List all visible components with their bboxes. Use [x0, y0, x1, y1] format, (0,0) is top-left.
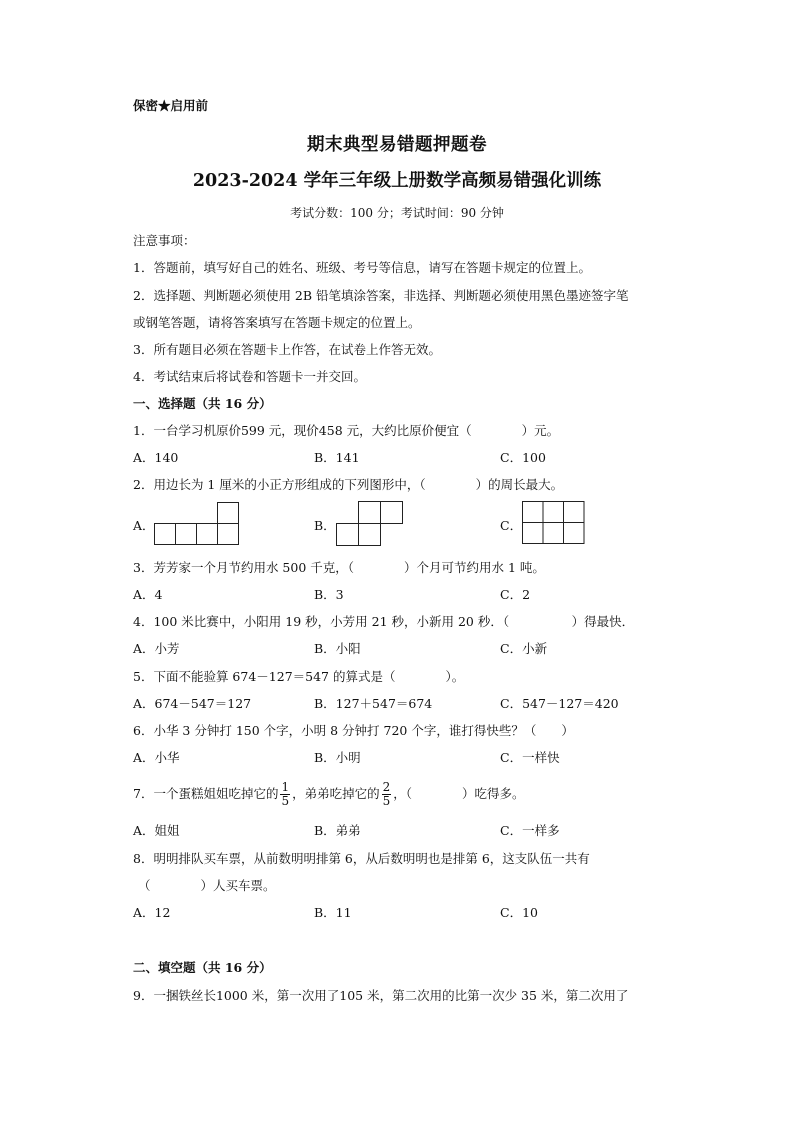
exam-title: 期末典型易错题押题卷 [307, 135, 487, 155]
q7-option-a: A．姐姐 [133, 823, 180, 838]
q5-option-b: B．127＋547＝674 [314, 696, 433, 711]
q2-figure-b [336, 501, 404, 548]
exam-info: 考试分数：100 分；考试时间：90 分钟 [290, 206, 504, 220]
note-1: 1．答题前，填写好自己的姓名、班级、考号等信息，请写在答题卡规定的位置上。 [133, 260, 591, 275]
q2-text: 2．用边长为 1 厘米的小正方形组成的下列图形中，（ ）的周长最大。 [133, 477, 564, 492]
q3-option-a: A．4 [133, 587, 163, 602]
q5-option-a: A．674－547＝127 [133, 696, 252, 711]
exam-subtitle: 2023-2024 学年三年级上册数学高频易错强化训练 [192, 171, 602, 191]
confidential-label: 保密★启用前 [133, 98, 209, 113]
q4-text: 4．100 米比赛中，小阳用 19 秒，小芳用 21 秒，小新用 20 秒．（ ）得最快． [133, 614, 635, 629]
q5-text: 5．下面不能验算 674－127＝547 的算式是（ ）。 [133, 669, 465, 684]
q7-option-b: B．弟弟 [314, 823, 361, 838]
q6-option-a: A．小华 [133, 750, 180, 765]
q8-option-c: C．10 [500, 905, 538, 920]
q7-fraction-1 [280, 781, 290, 808]
q4-option-c: C．小新 [500, 641, 548, 656]
q7-part1: 7．一个蛋糕姐姐吃掉它的 [133, 786, 279, 801]
q3-text: 3．芳芳家一个月节约用水 500 千克，（ ）个月可节约用水 1 吨。 [133, 560, 545, 575]
note-4: 4．考试结束后将试卷和答题卡一并交回。 [133, 369, 366, 384]
q2-figure-a [154, 502, 242, 548]
q6-option-c: C．一样快 [500, 750, 560, 765]
q7-part3: ，（ ）吃得多。 [393, 786, 525, 801]
q6-text: 6．小华 3 分钟打 150 个字，小明 8 分钟打 720 个字，谁打得快些？（ ） [133, 723, 574, 738]
q7-fraction-2-denominator: 5 [382, 794, 391, 808]
q8-option-b: B．11 [314, 905, 352, 920]
note-3: 3．所有题目必须在答题卡上作答，在试卷上作答无效。 [133, 342, 441, 357]
section2-heading: 二、填空题（共 16 分） [133, 960, 272, 975]
q7-fraction-1-numerator: 1 [281, 780, 290, 794]
q9-text: 9．一捆铁丝长1000 米，第一次用了105 米，第二次用的比第一次少 35 米，第二次用了 [133, 988, 629, 1003]
q4-option-a: A．小芳 [133, 641, 180, 656]
note-2b: 或钢笔答题，请将答案填写在答题卡规定的位置上。 [133, 315, 421, 330]
q2-option-a: A． [133, 518, 155, 533]
q8-text-line1: 8．明明排队买车票，从前数明明排第 6，从后数明明也是排第 6，这支队伍一共有 [133, 851, 590, 866]
q6-option-b: B．小明 [314, 750, 361, 765]
q7-fraction-1-denominator: 5 [281, 794, 290, 808]
q7-text [133, 781, 525, 808]
q3-option-c: C．2 [500, 587, 531, 602]
q7-option-c: C．一样多 [500, 823, 560, 838]
q5-option-c: C．547－127＝420 [500, 696, 619, 711]
notes-heading: 注意事项： [133, 233, 196, 248]
q2-option-c: C． [500, 518, 523, 533]
section1-heading: 一、选择题（共 16 分） [133, 396, 272, 411]
q1-text: 1．一台学习机原价599 元，现价458 元，大约比原价便宜（ ）元。 [133, 423, 560, 438]
q7-fraction-2 [382, 781, 392, 808]
note-2a: 2．选择题、判断题必须使用 2B 铅笔填涂答案，非选择、判断题必须使用黑色墨迹签字笔 [133, 288, 629, 303]
q3-option-b: B．3 [314, 587, 344, 602]
q7-part2: ，弟弟吃掉它的 [292, 786, 380, 801]
q2-option-b: B． [314, 518, 336, 533]
q4-option-b: B．小阳 [314, 641, 361, 656]
q2-figure-c [522, 501, 585, 545]
q8-option-a: A．12 [133, 905, 171, 920]
q7-fraction-2-numerator: 2 [382, 780, 391, 794]
q1-option-a: A．140 [133, 450, 179, 465]
q8-text-line2: （ ）人买车票。 [138, 878, 276, 893]
q1-option-b: B．141 [314, 450, 360, 465]
q1-option-c: C．100 [500, 450, 546, 465]
